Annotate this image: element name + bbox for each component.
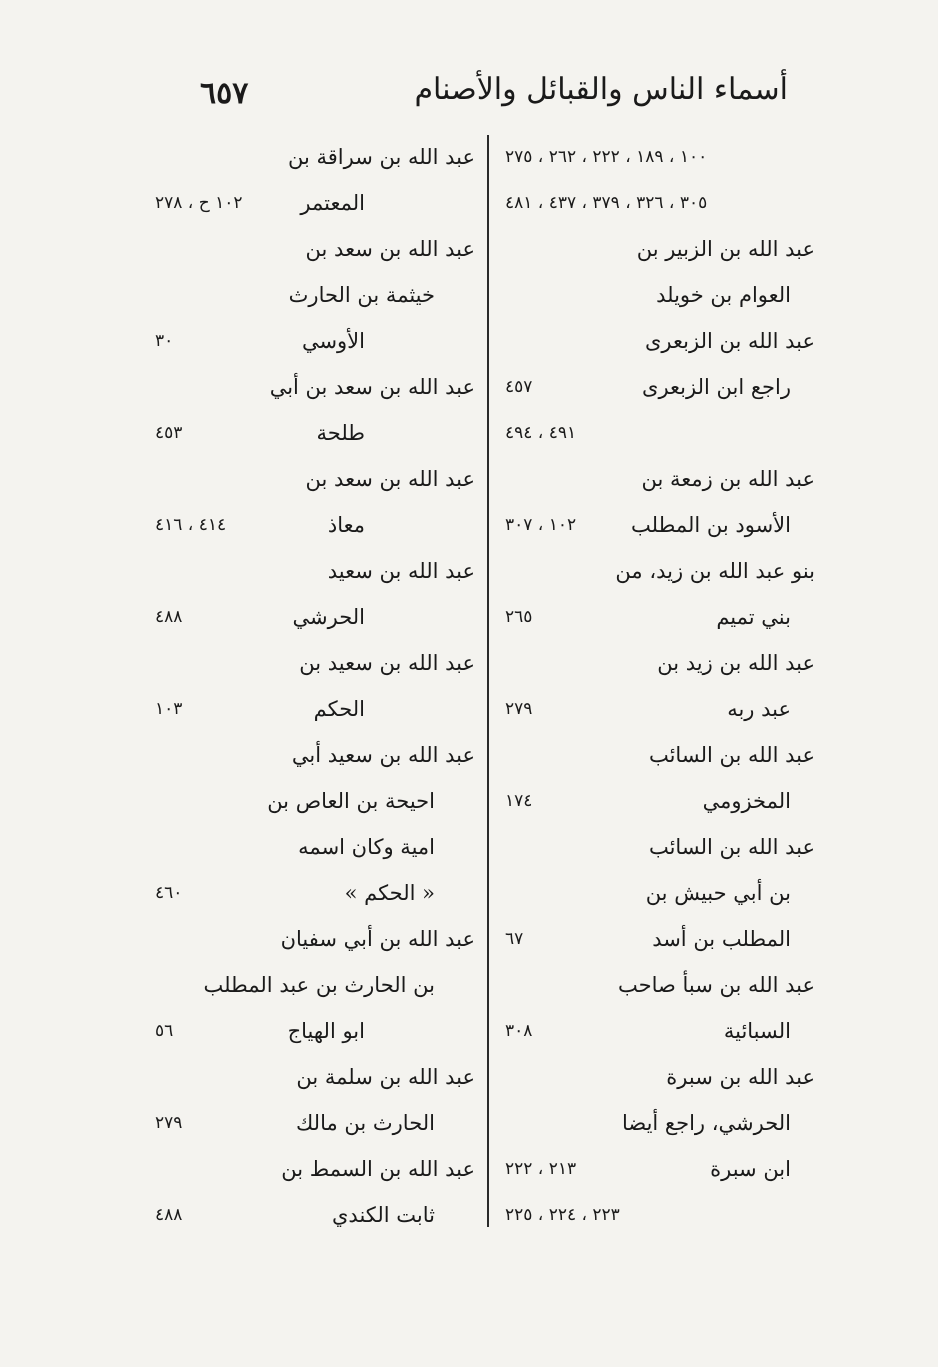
entry-name: عبد الله بن زيد بن [657, 651, 815, 675]
index-entry [495, 180, 815, 226]
entry-name: الحارث بن مالك [295, 1111, 435, 1135]
index-entry [145, 318, 475, 364]
column-divider [487, 135, 489, 1227]
entry-page-refs: ٢٢٣ ، ٢٢٤ ، ٢٢٥ [505, 1205, 620, 1225]
entry-name: طلحة [316, 421, 365, 445]
index-entry [145, 732, 475, 778]
entry-name: بن الحارث بن عبد المطلب [203, 973, 435, 997]
index-column-right [495, 134, 815, 1238]
index-entry [495, 824, 815, 870]
index-entry [145, 226, 475, 272]
entry-name: احيحة بن العاص بن [267, 789, 435, 813]
entry-name: بني تميم [716, 605, 791, 629]
index-entry [495, 1100, 815, 1146]
index-entry [145, 962, 475, 1008]
index-entry [145, 1192, 475, 1238]
entry-name: عبد الله بن سعد بن [305, 237, 475, 261]
index-entry [145, 870, 475, 916]
entry-name: الحكم [313, 697, 365, 721]
entry-name: عبد الله بن زمعة بن [641, 467, 815, 491]
entry-page-refs: ٤٩١ ، ٤٩٤ [505, 423, 577, 443]
index-entry [495, 226, 815, 272]
entry-name: الأوسي [301, 329, 365, 353]
index-entry [495, 502, 815, 548]
index-entry [495, 364, 815, 410]
index-entry [495, 916, 815, 962]
index-entry [495, 1146, 815, 1192]
index-entry [495, 548, 815, 594]
index-entry [495, 686, 815, 732]
entry-name: الحرشي [292, 605, 365, 629]
index-entry [145, 134, 475, 180]
entry-name: العوام بن خويلد [656, 283, 791, 307]
index-entry [145, 1100, 475, 1146]
entry-page-refs: ١٠٠ ، ١٨٩ ، ٢٢٢ ، ٢٦٢ ، ٢٧٥ [505, 147, 708, 167]
entry-name: معاذ [327, 513, 365, 537]
entry-name: عبد الله بن سعد بن [305, 467, 475, 491]
index-entry [145, 410, 475, 456]
index-column-left [145, 134, 475, 1238]
index-entry [495, 1008, 815, 1054]
entry-page-refs: ٣٠٨ [505, 1021, 533, 1041]
entry-name: عبد الله بن السائب [648, 743, 815, 767]
index-entry [495, 272, 815, 318]
entry-name: الأسود بن المطلب [631, 513, 791, 537]
entry-page-refs: ٦٧ [505, 929, 524, 949]
entry-name: عبد الله بن سبأ صاحب [617, 973, 815, 997]
entry-name: عبد الله بن السمط بن [281, 1157, 475, 1181]
index-entry [145, 456, 475, 502]
entry-name: خيثمة بن الحارث [288, 283, 435, 307]
entry-page-refs: ٤٥٧ [505, 377, 533, 397]
index-entry [145, 686, 475, 732]
index-entry [145, 916, 475, 962]
index-entry [145, 502, 475, 548]
index-entry [145, 1146, 475, 1192]
entry-page-refs: ٢١٣ ، ٢٢٢ [505, 1159, 577, 1179]
index-entry [145, 548, 475, 594]
entry-page-refs: ٣٠ [155, 331, 174, 351]
entry-name: عبد الله بن السائب [648, 835, 815, 859]
index-entry [495, 1192, 815, 1238]
entry-page-refs: ٥٦ [155, 1021, 174, 1041]
entry-page-refs: ١٧٤ [505, 791, 533, 811]
entry-page-refs: ٢٦٥ [505, 607, 533, 627]
entry-page-refs: ٤١٤ ، ٤١٦ [155, 515, 227, 535]
index-entry [145, 640, 475, 686]
entry-page-refs: ٤٥٣ [155, 423, 183, 443]
entry-page-refs: ٣٠٥ ، ٣٢٦ ، ٣٧٩ ، ٤٣٧ ، ٤٨١ [505, 193, 708, 213]
entry-name: الحرشي، راجع أيضا [621, 1111, 791, 1135]
entry-name: ابن سبرة [710, 1157, 791, 1181]
entry-page-refs: ٢٧٩ [505, 699, 533, 719]
index-entry [145, 594, 475, 640]
entry-page-refs: ٤٦٠ [155, 883, 183, 903]
entry-name: المعتمر [300, 191, 365, 215]
index-entry [495, 1054, 815, 1100]
entry-page-refs: ١٠٣ [155, 699, 183, 719]
index-entry [495, 456, 815, 502]
index-entry [495, 640, 815, 686]
entry-page-refs: ١٠٢ ، ٣٠٧ [505, 515, 577, 535]
page-header-title: أسماء الناس والقبائل والأصنام [414, 72, 788, 107]
index-entry [145, 272, 475, 318]
entry-name: عبد الله بن أبي سفيان [280, 927, 475, 951]
index-entry [495, 410, 815, 456]
entry-name: امية وكان اسمه [298, 835, 435, 859]
entry-name: عبد الله بن سلمة بن [296, 1065, 475, 1089]
index-entry [145, 180, 475, 226]
index-entry [145, 1054, 475, 1100]
index-entry [495, 778, 815, 824]
entry-name: عبد الله بن سعيد بن [299, 651, 475, 675]
page-number: ٦٥٧ [200, 76, 249, 111]
entry-name: عبد الله بن سعد بن أبي [269, 375, 475, 399]
entry-page-refs: ١٠٢ ح ، ٢٧٨ [155, 193, 243, 213]
entry-name: عبد الله بن سعيد [327, 559, 475, 583]
entry-name: المطلب بن أسد [652, 927, 791, 951]
entry-name: عبد الله بن سعيد أبي [291, 743, 475, 767]
entry-name: عبد الله بن الزبير بن [636, 237, 815, 261]
entry-page-refs: ٤٨٨ [155, 1205, 183, 1225]
entry-page-refs: ٤٨٨ [155, 607, 183, 627]
index-entry [495, 594, 815, 640]
entry-name: بن أبي حبيش بن [645, 881, 791, 905]
entry-name: المخزومي [702, 789, 791, 813]
index-entry [495, 732, 815, 778]
entry-name: بنو عبد الله بن زيد، من [615, 559, 815, 583]
index-entry [145, 824, 475, 870]
entry-name: عبد الله بن سبرة [666, 1065, 815, 1089]
index-entry [145, 778, 475, 824]
entry-name: راجع ابن الزبعرى [642, 375, 791, 399]
entry-name: عبد الله بن الزبعرى [644, 329, 815, 353]
index-entry [495, 318, 815, 364]
entry-name: ابو الهياج [287, 1019, 365, 1043]
entry-name: عبد ربه [727, 697, 791, 721]
index-entry [145, 364, 475, 410]
entry-page-refs: ٢٧٩ [155, 1113, 183, 1133]
entry-name: ثابت الكندي [331, 1203, 435, 1227]
entry-name: السبائية [723, 1019, 791, 1043]
index-entry [495, 870, 815, 916]
index-entry [495, 962, 815, 1008]
index-entry [495, 134, 815, 180]
entry-name: « الحكم » [344, 881, 435, 905]
entry-name: عبد الله بن سراقة بن [287, 145, 475, 169]
index-entry [145, 1008, 475, 1054]
